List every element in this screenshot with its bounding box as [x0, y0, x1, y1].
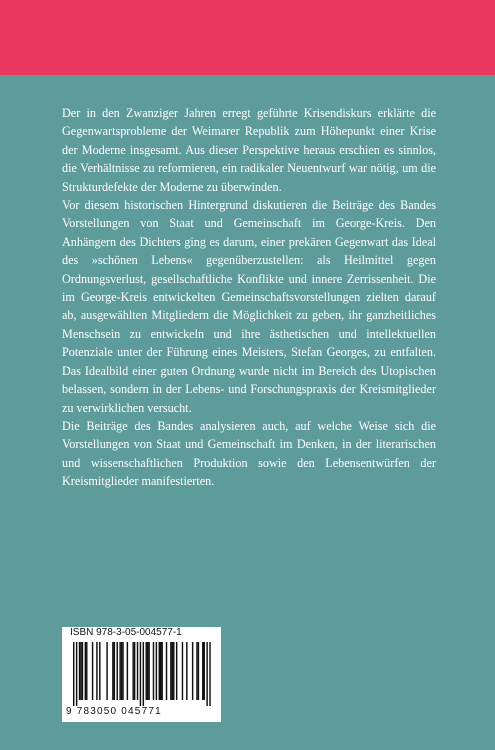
barcode-bar — [80, 642, 81, 700]
barcode-bar — [204, 642, 205, 700]
barcode-bar — [86, 642, 87, 700]
barcode-bar — [143, 642, 144, 706]
barcode-bar — [137, 642, 138, 700]
barcode-bar — [92, 642, 93, 700]
barcode-bar — [161, 642, 162, 700]
barcode-bars — [66, 642, 216, 706]
barcode-bar — [112, 642, 113, 700]
barcode-bar — [132, 642, 133, 700]
barcode-bar — [99, 642, 100, 700]
barcode-bar — [121, 642, 122, 700]
barcode-bar — [160, 642, 161, 700]
top-color-band — [0, 0, 495, 75]
barcode-bar — [140, 642, 141, 706]
back-cover-blurb — [62, 104, 436, 491]
barcode-bar — [206, 642, 207, 706]
barcode-bar — [85, 642, 86, 700]
barcode-bar — [186, 642, 187, 700]
barcode-bar — [159, 642, 160, 700]
barcode-digits: 9 783050 045771 — [66, 706, 162, 717]
barcode-bar — [192, 642, 193, 700]
blurb-paragraph-2: Vor diesem historischen Hintergrund diskutieren die Beiträge des Bandes Vorstellungen von Staat und Gemeinschaft im George-Kreis. Den Anhängern des Dichters ging es darum, einer prekären Gegenwart das Ideal des »schönen Lebens« gegenüberzustellen: als Heilmittel gegen Ordnungsverlust, gesellschaftliche Konflikte und innere Zerrissenheit. Die im George-Kreis entwickelten Gemeinschaftsvorstellungen zielten darauf ab, ausgewählten Mitgliedern die Möglichkeit zu geben, ihr ganzheitliches Menschsein zu entwickeln und ihre ästhetischen und intellektuellen Potenziale unter der Führung eines Meisters, Stefan Georges, zu entfalten. Das Idealbild einer guten Ordnung wurde nicht im Bereich des Utopischen belassen, sondern in der Lebens- und Forschungspraxis der Kreismitglieder zu verwirklichen versucht. — [62, 198, 436, 415]
barcode-bar — [153, 642, 154, 700]
barcode-bar — [202, 642, 203, 700]
barcode-bar — [82, 642, 83, 700]
isbn-barcode — [62, 627, 221, 722]
barcode-bar — [198, 642, 199, 700]
barcode-bar — [117, 642, 118, 700]
blurb-paragraph-1: Der in den Zwanziger Jahren erregt geführte Krisendiskurs erklärte die Gegenwartsprobleme der Weimarer Republik zum Höhepunkt einer Krise der Moderne insgesamt. Aus dieser Perspektive heraus erschien es sinnlos, die Verhältnisse zu reformieren, ein radikaler Neuentwurf war nötig, um die Strukturdefekte der Moderne zu überwinden. — [62, 106, 436, 194]
isbn-label: ISBN 978-3-05-004577-1 — [70, 627, 182, 638]
barcode-bar — [182, 642, 183, 700]
barcode-bar — [156, 642, 157, 700]
barcode-bar — [119, 642, 120, 700]
barcode-bar — [166, 642, 167, 700]
barcode-bar — [106, 642, 107, 700]
barcode-bar — [73, 642, 74, 706]
barcode-bar — [122, 642, 123, 700]
barcode-bar — [196, 642, 197, 700]
barcode-bar — [176, 642, 177, 700]
barcode-bar — [173, 642, 174, 700]
barcode-bar — [147, 642, 148, 700]
barcode-bar — [146, 642, 147, 700]
blurb-paragraph-3: Die Beiträge des Bandes analysieren auch, auf welche Weise sich die Vorstellungen von Staat und Gemeinschaft im Denken, in der literarischen und wissenschaftlichen Produktion sowie den Lebensentwürfen der Kreismitglieder manifestierten. — [62, 418, 436, 489]
barcode-bar — [96, 642, 97, 700]
barcode-bar — [79, 642, 80, 700]
barcode-bar — [76, 642, 77, 706]
barcode-bar — [134, 642, 135, 700]
barcode-bar — [209, 642, 210, 706]
barcode-bar — [170, 642, 171, 700]
barcode-bar — [127, 642, 128, 700]
barcode-bar — [172, 642, 173, 700]
barcode-bar — [148, 642, 149, 700]
barcode-bar — [114, 642, 115, 700]
